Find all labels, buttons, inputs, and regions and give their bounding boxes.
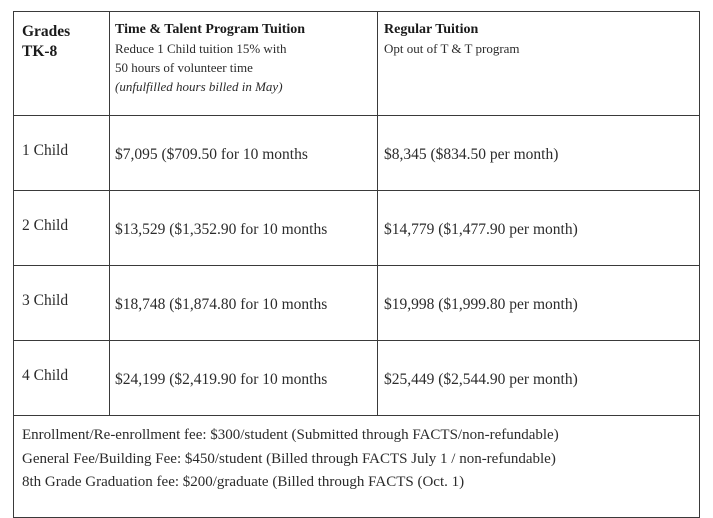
regular-tuition-cell: $14,779 ($1,477.90 per month) [378,191,700,266]
talent-tuition-cell: $13,529 ($1,352.90 for 10 months [110,191,378,266]
tuition-table [13,11,700,518]
grades-range: TK-8 [22,43,58,60]
talent-tuition-cell: $24,199 ($2,419.90 for 10 months [110,341,378,416]
enrollment-fee: Enrollment/Re-enrollment fee: $300/student (Submitted through FACTS/non-refundable) [22,427,559,443]
talent-desc-line2: 50 hours of volunteer time [115,60,253,75]
grade-cell: 4 Child [14,341,110,416]
table-row [14,191,700,266]
table-row [14,266,700,341]
table-row [14,116,700,191]
grade-cell: 3 Child [14,266,110,341]
header-row [14,12,700,116]
talent-tuition-cell: $18,748 ($1,874.80 for 10 months [110,266,378,341]
regular-title: Regular Tuition [384,22,479,37]
table-row [14,341,700,416]
regular-desc-line1: Opt out of T & T program [384,41,520,56]
regular-tuition-cell: $8,345 ($834.50 per month) [378,116,700,191]
grade-cell: 2 Child [14,191,110,266]
general-fee: General Fee/Building Fee: $450/student (Billed through FACTS July 1 / non-refundable) [22,450,556,467]
graduation-fee: 8th Grade Graduation fee: $200/graduate (Billed through FACTS (Oct. 1) [22,474,465,490]
talent-note: (unfulfilled hours billed in May) [115,79,283,94]
fees-row [14,416,700,518]
talent-tuition-cell: $7,095 ($709.50 for 10 months [110,116,378,191]
grade-cell: 1 Child [14,116,110,191]
regular-header-cell [378,12,700,116]
talent-desc-line1: Reduce 1 Child tuition 15% with [115,41,287,56]
talent-title: Time & Talent Program Tuition [115,22,306,37]
talent-header-cell [110,12,378,116]
fees-cell [14,416,700,518]
grades-header-cell [14,12,110,116]
regular-tuition-cell: $19,998 ($1,999.80 per month) [378,266,700,341]
grades-label: Grades [22,23,71,40]
regular-tuition-cell: $25,449 ($2,544.90 per month) [378,341,700,416]
